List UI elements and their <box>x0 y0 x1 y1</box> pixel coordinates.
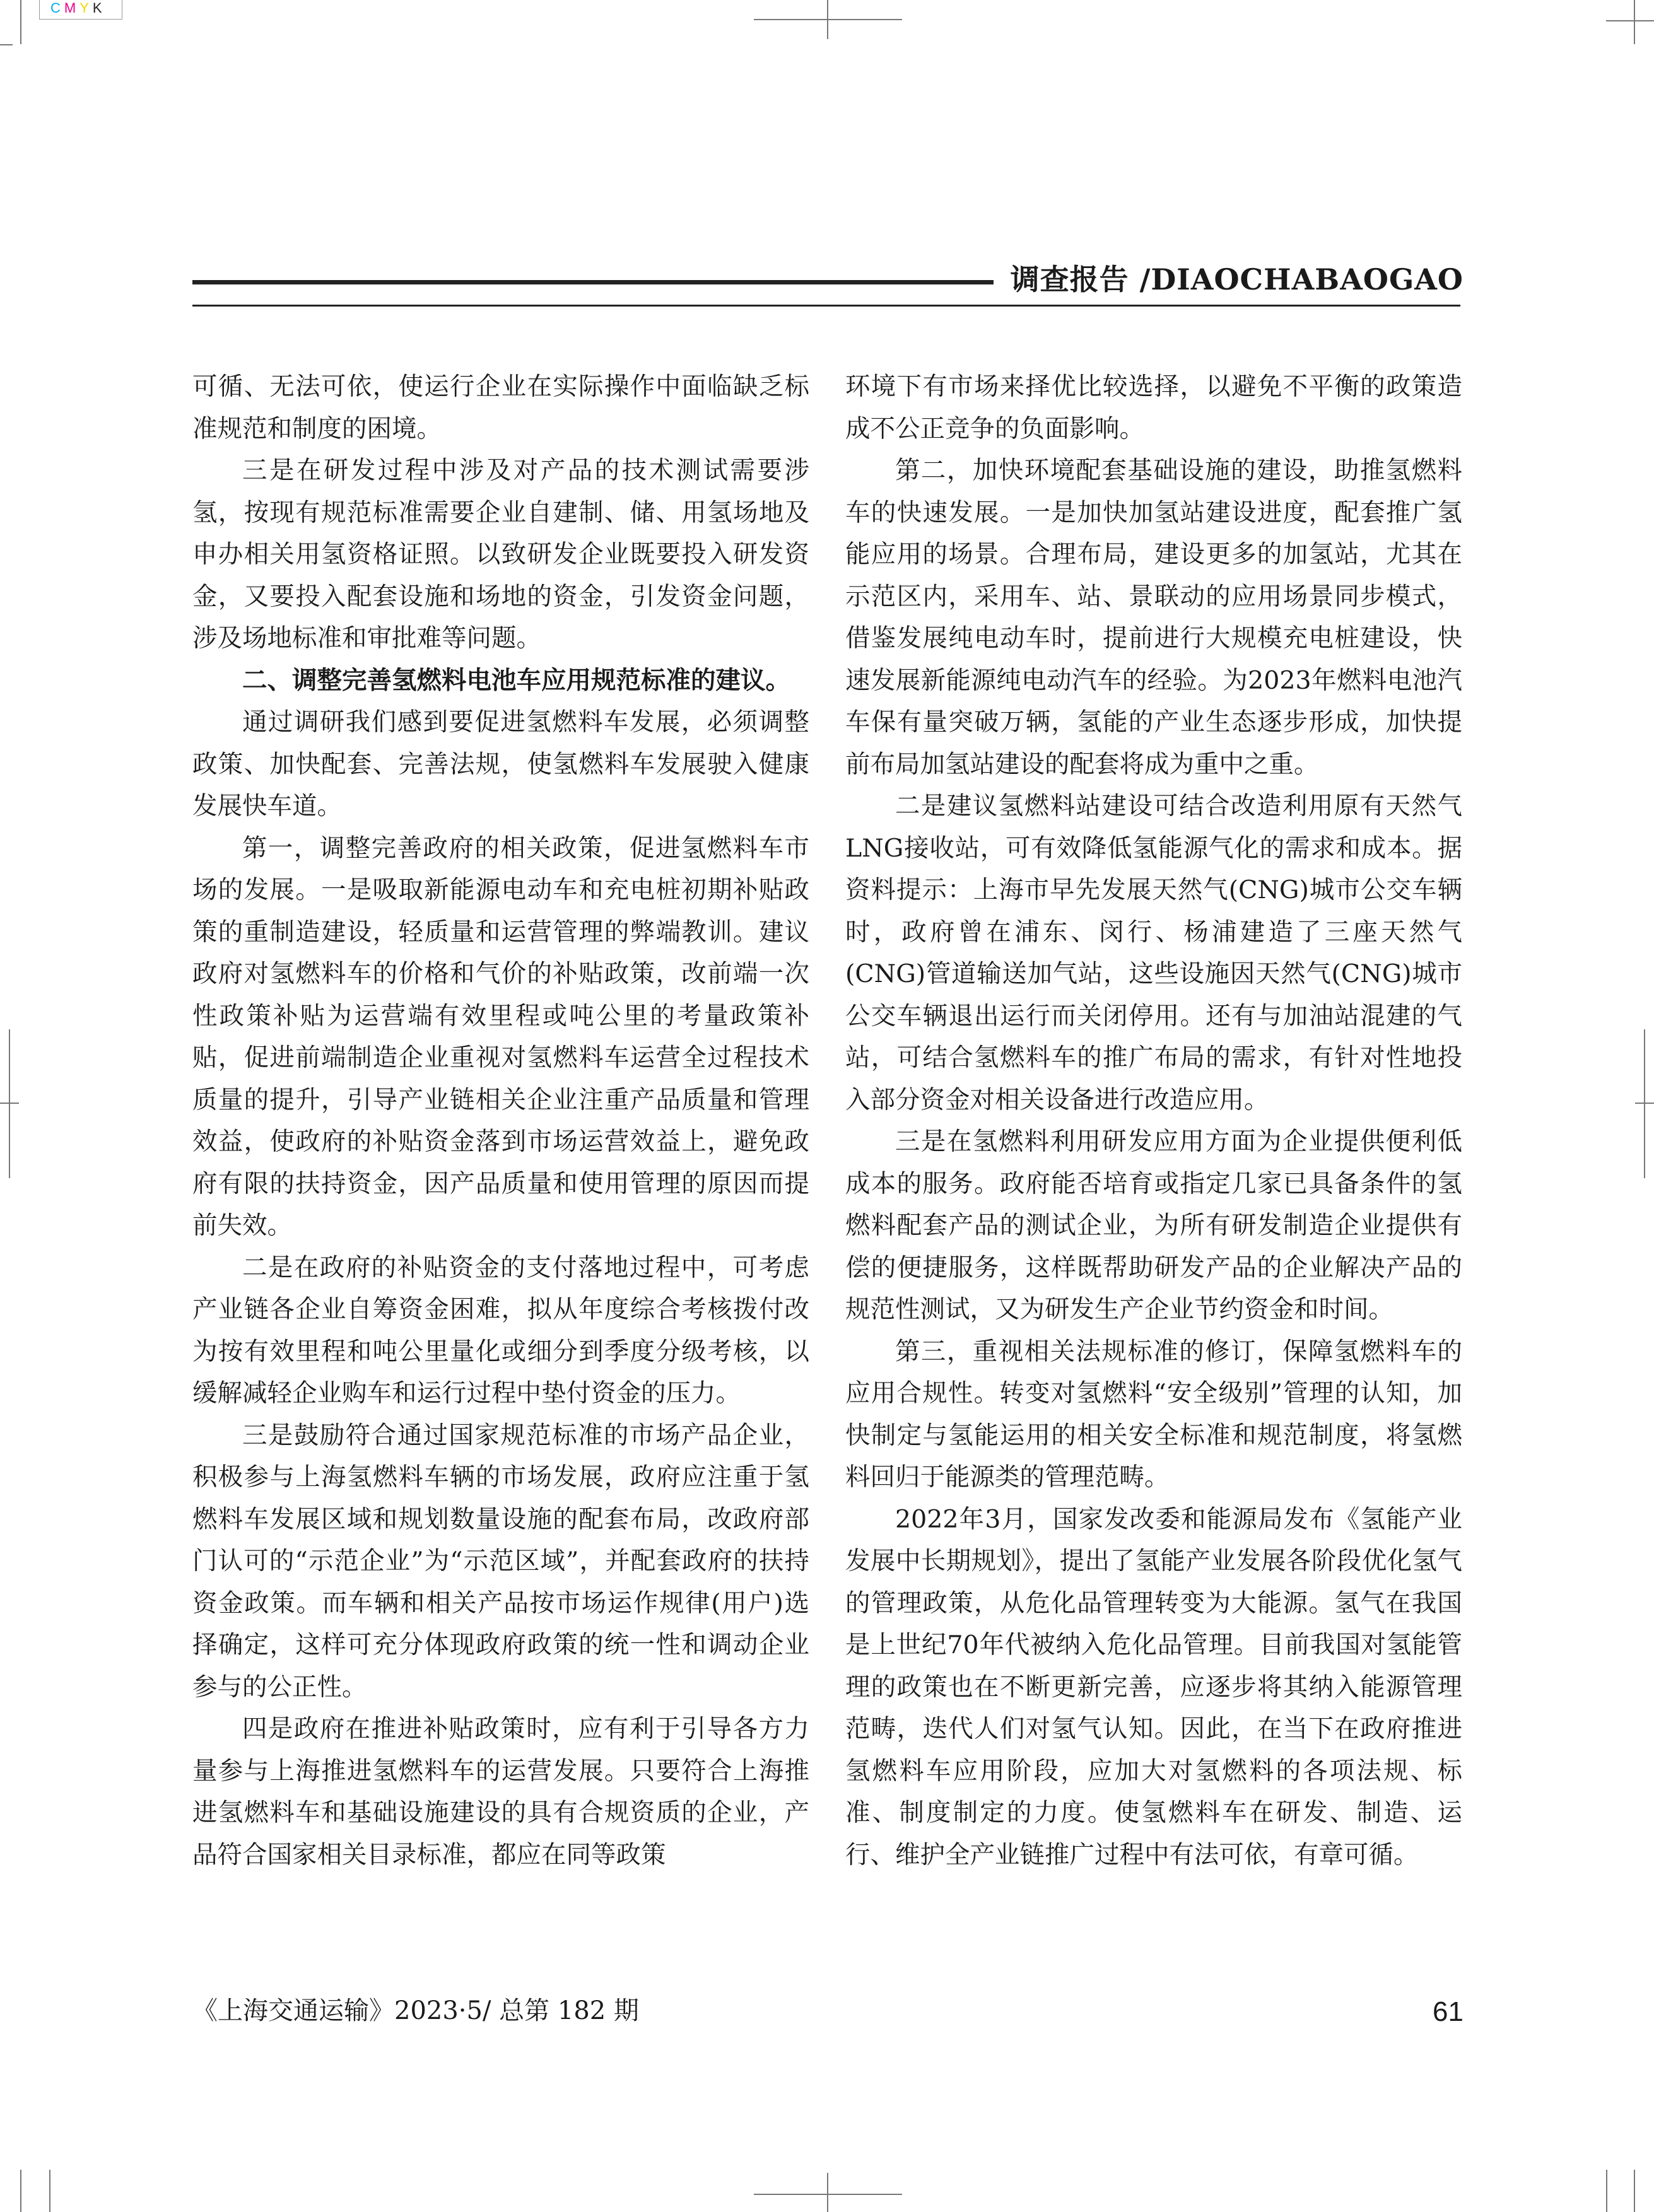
cmyk-k: K <box>92 0 106 16</box>
left-text-column <box>192 366 809 1876</box>
crop-mark-top-right-h <box>1606 20 1654 21</box>
registration-mark-bottom-v <box>827 2173 828 2212</box>
paragraph: 二是在政府的补贴资金的支付落地过程中，可考虑产业链各企业自筹资金困难，拟从年度综合考核拨付改为按有效里程和吨公里量化或细分到季度分级考核，以缓解减轻企业购车和运行过程中垫付资金的压力。 <box>192 1253 809 1408</box>
paragraph: 第三，重视相关法规标准的修订，保障氢燃料车的应用合规性。转变对氢燃料“安全级别”管理的认知，加快制定与氢能运用的相关安全标准和规范制度，将氢燃料回归于能源类的管理范畴。 <box>845 1337 1462 1492</box>
paragraph: 三是鼓励符合通过国家规范标准的市场产品企业，积极参与上海氢燃料车辆的市场发展，政府应注重于氢燃料车发展区域和规划数量设施的配套布局，改政府部门认可的“示范企业”为“示范区域”，并配套政府的扶持资金政策。而车辆和相关产品按市场运作规律(用户)选择确定，这样可充分体现政府政策的统一性和调动企业参与的公正性。 <box>192 1420 809 1702</box>
registration-mark-left-v <box>9 1029 10 1178</box>
paragraph: 环境下有市场来择优比较选择，以避免不平衡的政策造成不公正竞争的负面影响。 <box>845 372 1462 443</box>
crop-mark-top-left-h <box>0 44 13 45</box>
cmyk-c: C <box>50 0 64 16</box>
paragraph: 可循、无法可依，使运行企业在实际操作中面临缺乏标准规范和制度的困境。 <box>192 372 809 443</box>
crop-mark-bottom-right-v2 <box>1634 2170 1635 2212</box>
paragraph: 第一，调整完善政府的相关政策，促进氢燃料车市场的发展。一是吸取新能源电动车和充电桩初期补贴政策的重制造建设，轻质量和运营管理的弊端教训。建议政府对氢燃料车的价格和气价的补贴政策，改前端一次性政策补贴为运营端有效里程或吨公里的考量政策补贴，促进前端制造企业重视对氢燃料车运营全过程技术质量的提升，引导产业链相关企业注重产品质量和管理效益，使政府的补贴资金落到市场运营效益上，避免政府有限的扶持资金，因产品质量和使用管理的原因而提前失效。 <box>192 833 809 1240</box>
paragraph: 四是政府在推进补贴政策时，应有利于引导各方力量参与上海推进氢燃料车的运营发展。只要符合上海推进氢燃料车和基础设施建设的具有合规资质的企业，产品符合国家相关目录标准，都应在同等政策 <box>192 1714 809 1870</box>
cmyk-color-bar <box>50 0 106 16</box>
paragraph: 通过调研我们感到要促进氢燃料车发展，必须调整政策、加快配套、完善法规，使氢燃料车发展驶入健康发展快车道。 <box>192 708 809 821</box>
header-rule-thick <box>192 280 994 284</box>
crop-mark-top-right-v <box>1634 0 1635 44</box>
crop-mark-top-left-v <box>20 0 21 44</box>
paragraph: 二是建议氢燃料站建设可结合改造利用原有天然气LNG接收站，可有效降低氢能源气化的需求和成本。据资料提示：上海市早先发展天然气(CNG)城市公交车辆时，政府曾在浦东、闵行、杨浦建造了三座天然气(CNG)管道输送加气站，这些设施因天然气(CNG)城市公交车辆退出运行而关闭停用。还有与加油站混建的气站，可结合氢燃料车的推广布局的需求，有针对性地投入部分资金对相关设备进行改造应用。 <box>845 792 1462 1115</box>
right-text-column <box>845 366 1462 1876</box>
crop-mark-bottom-right-v <box>1606 2170 1607 2212</box>
registration-mark-top-v <box>827 0 828 39</box>
cmyk-y: Y <box>79 0 93 16</box>
crop-mark-bottom-left-v2 <box>49 2170 50 2212</box>
journal-citation: 《上海交通运输》2023·5/ 总第 182 期 <box>192 1996 639 2025</box>
paragraph: 2022年3月，国家发改委和能源局发布《氢能产业发展中长期规划》，提出了氢能产业发展各阶段优化氢气的管理政策，从危化品管理转变为大能源。氢气在我国是上世纪70年代被纳入危化品管理。目前我国对氢能管理的政策也在不断更新完善，应逐步将其纳入能源管理范畴，迭代人们对氢气认知。因此，在当下在政府推进氢燃料车应用阶段，应加大对氢燃料的各项法规、标准、制度制定的力度。使氢燃料车在研发、制造、运行、维护全产业链推广过程中有法可依，有章可循。 <box>845 1504 1462 1870</box>
paragraph: 三是在研发过程中涉及对产品的技术测试需要涉氢，按现有规范标准需要企业自建制、储、用氢场地及申办相关用氢资格证照。以致研发企业既要投入研发资金，又要投入配套设施和场地的资金，引发资金问题，涉及场地标准和审批难等问题。 <box>192 456 809 653</box>
cmyk-m: M <box>64 0 80 16</box>
section-heading: 二、调整完善氢燃料电池车应用规范标准的建议。 <box>242 665 790 695</box>
paragraph: 三是在氢燃料利用研发应用方面为企业提供便利低成本的服务。政府能否培育或指定几家已具备条件的氢燃料配套产品的测试企业，为所有研发制造企业提供有偿的便捷服务，这样既帮助研发产品的企业解决产品的规范性测试，又为研发生产企业节约资金和时间。 <box>845 1127 1462 1324</box>
registration-mark-right-v <box>1644 1029 1645 1178</box>
crop-mark-bottom-left-v <box>20 2170 21 2212</box>
paragraph: 第二，加快环境配套基础设施的建设，助推氢燃料车的快速发展。一是加快加氢站建设进度，配套推广氢能应用的场景。合理布局，建设更多的加氢站，尤其在示范区内，采用车、站、景联动的应用场景同步模式，借鉴发展纯电动车时，提前进行大规模充电桩建设，快速发展新能源纯电动汽车的经验。为2023年燃料电池汽车保有量突破万辆，氢能的产业生态逐步形成，加快提前布局加氢站建设的配套将成为重中之重。 <box>845 456 1462 779</box>
page-number: 61 <box>1433 1996 1463 2027</box>
section-label: 调查报告 /DIAOCHABAOGAO <box>1010 262 1463 296</box>
header-rule-thin <box>192 305 1460 307</box>
